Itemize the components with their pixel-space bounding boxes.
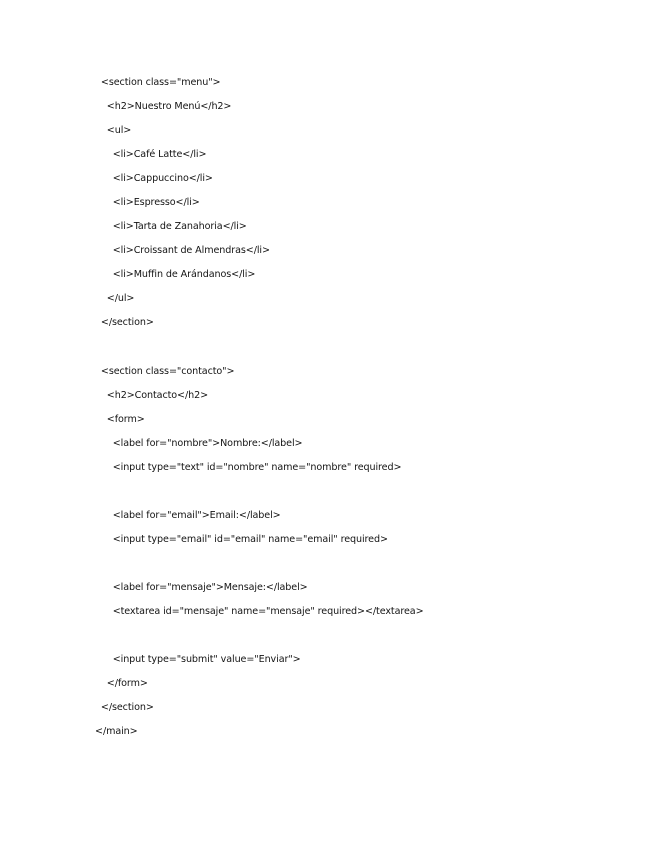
code-line: <h2>Nuestro Menú</h2> (95, 101, 232, 113)
code-line: <input type="submit" value="Enviar"> (95, 654, 301, 666)
code-line: <ul> (95, 125, 132, 137)
code-line: <textarea id="mensaje" name="mensaje" required></textarea> (95, 606, 424, 618)
blank-line (95, 483, 424, 507)
code-line: <li>Croissant de Almendras</li> (95, 245, 270, 257)
code-line: </main> (95, 726, 138, 738)
blank-line (95, 555, 424, 579)
code-line: <form> (95, 413, 145, 425)
code-listing (95, 74, 424, 747)
code-line: <li>Cappuccino</li> (95, 173, 213, 185)
code-line: <li>Muffin de Arándanos</li> (95, 269, 256, 281)
blank-line (95, 627, 424, 651)
code-line: </section> (95, 317, 154, 329)
code-line: <li>Café Latte</li> (95, 149, 207, 161)
code-line: </ul> (95, 293, 135, 305)
blank-line (95, 339, 424, 363)
code-line: <label for="mensaje">Mensaje:</label> (95, 581, 308, 593)
code-line: <li>Tarta de Zanahoria</li> (95, 221, 247, 233)
code-line: </section> (95, 702, 154, 714)
code-line: </form> (95, 678, 148, 690)
code-line: <section class="menu"> (95, 77, 221, 88)
code-line: <label for="nombre">Nombre:</label> (95, 437, 303, 449)
code-line: <label for="email">Email:</label> (95, 509, 281, 521)
code-line: <li>Espresso</li> (95, 197, 200, 209)
code-line: <section class="contacto"> (95, 365, 235, 377)
code-line: <input type="email" id="email" name="email" required> (95, 533, 388, 545)
code-line: <input type="text" id="nombre" name="nombre" required> (95, 461, 402, 473)
code-line: <h2>Contacto</h2> (95, 389, 209, 401)
